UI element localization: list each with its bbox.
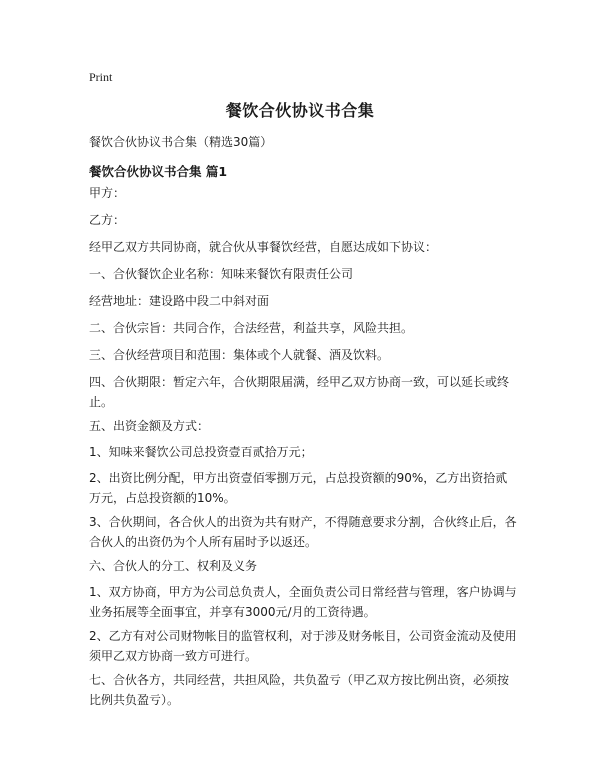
paragraph-address: 经营地址：建设路中段二中斜对面 [89, 294, 270, 308]
paragraph-company-name: 一、合伙餐饮企业名称：知味来餐饮有限责任公司 [89, 267, 354, 281]
paragraph-party-b-rights: 2、乙方有对公司财物帐目的监管权利，对于涉及财务帐目，公司资金流动及使用须甲乙双方协商一致方可进行。 [89, 629, 517, 663]
paragraph-party-a-duties: 1、双方协商，甲方为公司总负责人，全面负责公司日常经营与管理，客户协调与业务拓展等全面事宜，并享有3000元/月的工资待遇。 [89, 585, 517, 619]
paragraph-purpose: 二、合伙宗旨：共同合作，合法经营，利益共享，风险共担。 [89, 321, 414, 335]
paragraph-party-b: 乙方： [89, 213, 126, 227]
paragraph-duties-heading: 六、合伙人的分工、权利及义务 [89, 559, 258, 573]
paragraph-party-a: 甲方： [89, 186, 126, 200]
paragraph-scope: 三、合伙经营项目和范围：集体或个人就餐、酒及饮料。 [89, 348, 390, 362]
paragraph-investment-ratio: 2、出资比例分配，甲方出资壹佰零捌万元，占总投资额的90%，乙方出资拾贰万元，占总投资额的10%。 [89, 471, 508, 505]
paragraph-term: 四、合伙期限：暂定六年，合伙期限届满，经甲乙双方协商一致，可以延长或终止。 [89, 375, 510, 409]
print-link[interactable]: Print [89, 70, 113, 84]
paragraph-investment-heading: 五、出资金额及方式： [89, 419, 210, 433]
paragraph-common-property: 3、合伙期间，各合伙人的出资为共有财产，不得随意要求分割，合伙终止后，各合伙人的出资仍为个人所有届时予以返还。 [89, 515, 517, 549]
document-subtitle: 餐饮合伙协议书合集（精选30篇） [89, 135, 273, 149]
paragraph-total-investment: 1、知味来餐饮公司总投资壹百贰拾万元； [89, 445, 313, 459]
paragraph-intro: 经甲乙双方共同协商，就合伙从事餐饮经营，自愿达成如下协议： [89, 240, 438, 254]
document-title: 餐饮合伙协议书合集 [225, 101, 375, 120]
section-heading: 餐饮合伙协议书合集 篇1 [89, 164, 228, 179]
paragraph-shared-risk: 七、合伙各方，共同经营，共担风险，共负盈亏（甲乙双方按比例出资，必须按比例共负盈亏）。 [89, 673, 510, 707]
